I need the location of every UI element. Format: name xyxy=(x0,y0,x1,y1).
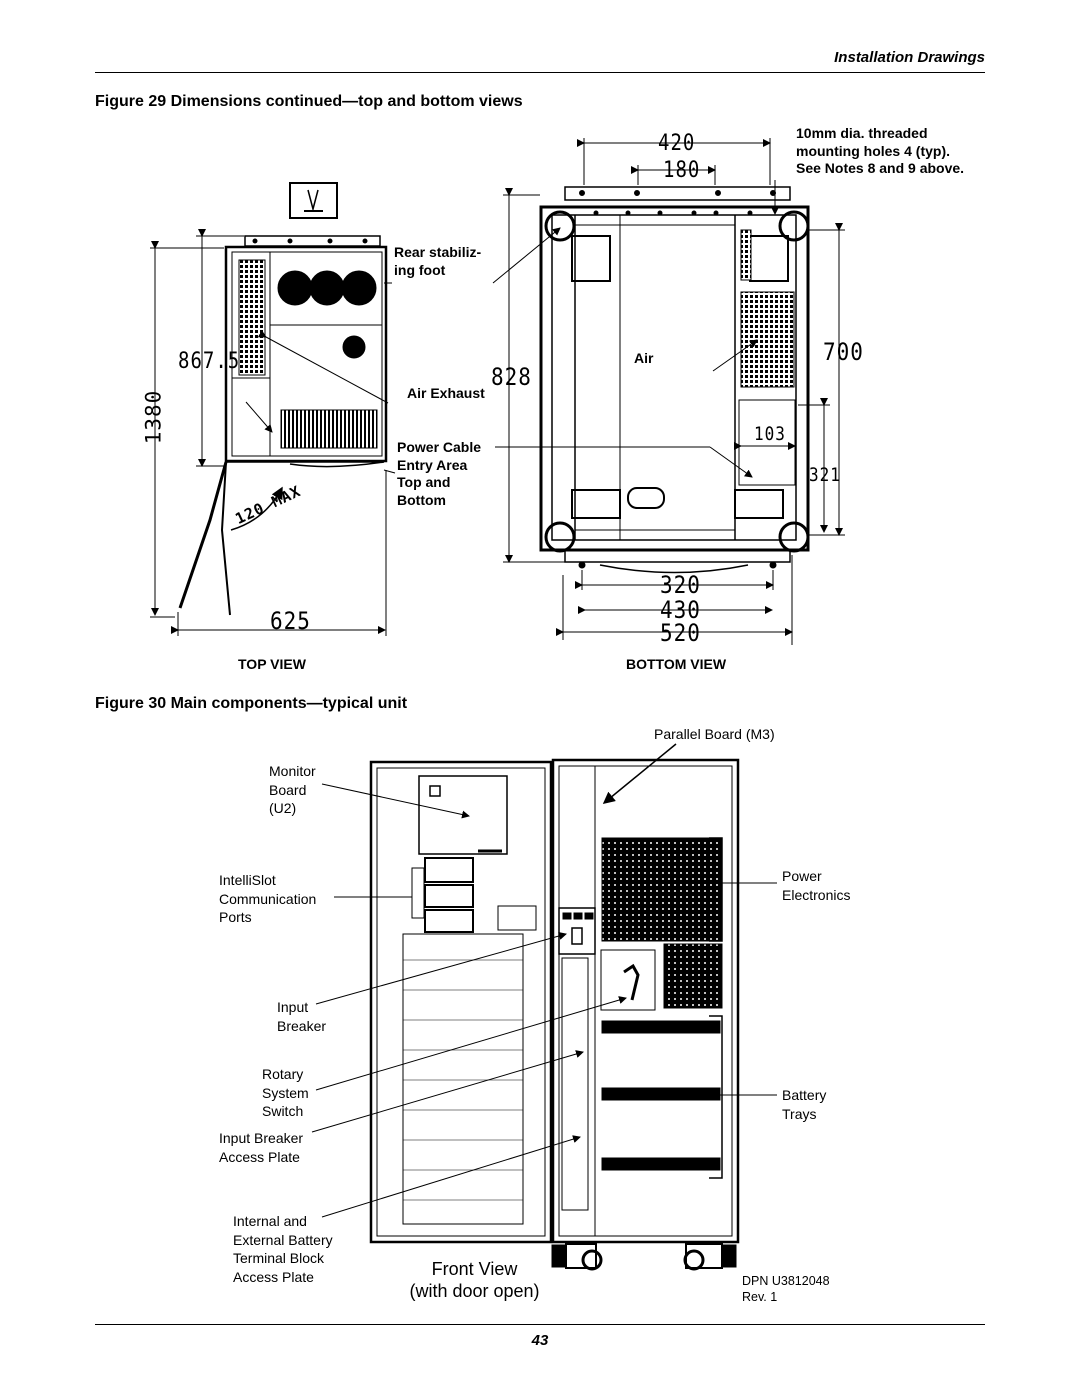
dim-867-5: 867.5 xyxy=(178,348,241,374)
dim-320: 320 xyxy=(660,571,701,599)
callout-air-exhaust: Air Exhaust xyxy=(407,385,485,401)
callout-rear-stabilizing-foot: Rear stabiliz- ing foot xyxy=(394,244,482,278)
label-rotary-system-switch: Rotary System Switch xyxy=(262,1066,309,1119)
dim-1380: 1380 xyxy=(141,389,166,445)
label-input-breaker-access-plate: Input Breaker Access Plate xyxy=(219,1130,304,1165)
callout-power-cable-entry: Power Cable Entry Area Top and Bottom xyxy=(397,439,482,508)
dim-180: 180 xyxy=(663,157,701,183)
callout-mounting-holes: 10mm dia. threaded mounting holes 4 (typ). See Notes 8 and 9 above. xyxy=(796,125,965,176)
dim-door-angle: 120 MAX xyxy=(232,482,304,528)
dim-103: 103 xyxy=(754,422,786,445)
bottom-view-label: BOTTOM VIEW xyxy=(626,656,727,672)
label-battery-trays: Battery Trays xyxy=(782,1087,827,1122)
label-terminal-block-access-plate: Internal and External Battery Terminal Block Access Plate xyxy=(233,1213,333,1285)
label-input-breaker: Input Breaker xyxy=(277,999,327,1034)
section-header: Installation Drawings xyxy=(834,49,985,66)
bottom-view-drawing xyxy=(493,180,808,573)
dpn-label: DPN U3812048 Rev. 1 xyxy=(742,1274,830,1304)
dim-828: 828 xyxy=(491,363,532,391)
figure-29-title: Figure 29 Dimensions continued—top and bottom views xyxy=(95,93,523,110)
dim-430: 430 xyxy=(660,596,701,624)
dim-700: 700 xyxy=(823,338,864,366)
page-number: 43 xyxy=(531,1332,549,1349)
label-power-electronics: Power Electronics xyxy=(782,868,851,903)
front-view-caption: Front View (with door open) xyxy=(409,1259,540,1301)
figure-30-title: Figure 30 Main components—typical unit xyxy=(95,695,408,712)
label-monitor-board: Monitor Board (U2) xyxy=(269,763,316,816)
dim-520: 520 xyxy=(660,619,701,647)
label-parallel-board: Parallel Board (M3) xyxy=(654,726,775,742)
dim-625: 625 xyxy=(270,607,311,635)
dim-321: 321 xyxy=(809,463,841,486)
top-view-label: TOP VIEW xyxy=(238,656,306,672)
callout-air: Air xyxy=(634,350,654,366)
footer-rule xyxy=(95,1324,985,1325)
dim-420: 420 xyxy=(658,130,696,156)
label-intellislot-ports: IntelliSlot Communication Ports xyxy=(219,872,317,925)
